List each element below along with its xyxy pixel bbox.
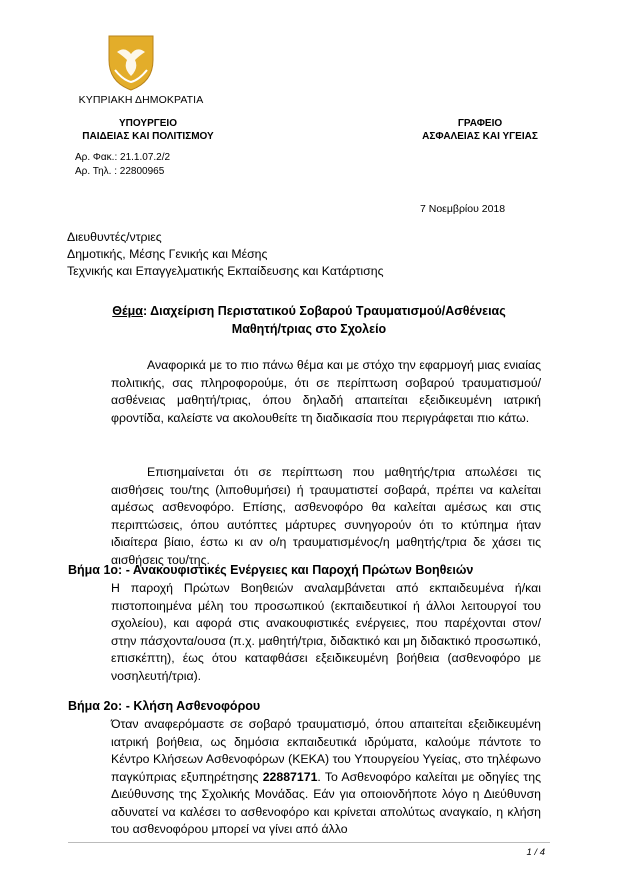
office-line-1: ΓΡΑΦΕΙΟ — [457, 118, 503, 129]
phone-number: 22887171 — [262, 769, 318, 784]
body-paragraph: Αναφορικά με το πιο πάνω θέμα και με στόχο την εφαρμογή μιας ενιαίας πολιτικής, σας πληροφορούμε, ότι σε περίπτωση σοβαρού τραυματισμού/ασθένειας μαθητή/τριας, όπου δηλαδή απαιτείται εξειδικευμένη ιατρική φροντίδα, καλείστε να ακολουθείτε τη διαδικασία που περιγράφεται πιο κάτω. — [111, 358, 541, 425]
office-line-2: ΑΣΦΑΛΕΙΑΣ ΚΑΙ ΥΓΕΙΑΣ — [422, 131, 538, 142]
subject-line-2: Μαθητή/τριας στο Σχολείο — [231, 322, 387, 336]
recipients-block — [67, 229, 384, 280]
subject — [68, 302, 550, 338]
subject-label: Θέμα — [112, 304, 143, 318]
cyprus-dove-emblem-icon — [101, 30, 161, 94]
ministry-line-2: ΠΑΙΔΕΙΑΣ ΚΑΙ ΠΟΛΙΤΙΣΜΟΥ — [82, 131, 214, 142]
step-1-heading: Βήμα 1ο: - Ανακουφιστικές Ενέργειες και Παροχή Πρώτων Βοηθειών — [68, 563, 474, 577]
recipient-line: Δημοτικής, Μέσης Γενικής και Μέσης — [67, 247, 268, 261]
recipient-line: Διευθυντές/ντριες — [67, 230, 162, 244]
footer-divider — [68, 842, 550, 843]
recipient-line: Τεχνικής και Επαγγελματικής Εκπαίδευσης και Κατάρτισης — [67, 264, 384, 278]
step-2-text-after: . Το Ασθενοφόρο καλείται με οδηγίες της Διεύθυνσης της Σχολικής Μονάδας. Εάν για οποιονδήποτε λόγο η Διεύθυνση αδυνατεί να καλέσει το ασθενοφόρο και κρίνεται απολύτως αναγκαίο, η κλήση του ασθενοφόρου μπορεί να γίνει από άλλο — [111, 769, 541, 836]
ministry-name — [63, 117, 233, 143]
country-name: ΚΥΠΡΙΑΚΗ ΔΗΜΟΚΡΑΤΙΑ — [78, 94, 204, 106]
references — [75, 151, 170, 179]
page-number: 1 / 4 — [526, 847, 545, 858]
file-reference: Αρ. Φακ.: 21.1.07.2/2 — [75, 152, 171, 163]
ministry-line-1: ΥΠΟΥΡΓΕΙΟ — [119, 118, 177, 129]
subject-line-1: : Διαχείριση Περιστατικού Σοβαρού Τραυματισμού/Ασθένειας — [142, 304, 506, 318]
step-2-text-before: Όταν αναφερόμαστε σε σοβαρό τραυματισμό, όπου απαιτείται εξειδικευμένη ιατρική βοήθεια, ως δημόσια εκπαιδευτικά ιδρύματα, καλούμε πάντοτε το Κέντρο Κλήσεων Ασθενοφόρων (ΚΕΚΑ) του Υπουργείου Υγείας, στο τηλέφωνο παγκύπριας εξυπηρέτησης — [111, 717, 541, 784]
letter-date: 7 Νοεμβρίου 2018 — [420, 203, 506, 215]
office-name — [405, 117, 555, 143]
phone-reference: Αρ. Τηλ. : 22800965 — [75, 166, 165, 177]
step-1-body: Η παροχή Πρώτων Βοηθειών αναλαμβάνεται από εκπαιδευμένα ή/και πιστοποιημένα μέλη του προσωπικού (εκπαιδευτικοί ή άλλοι λειτουργοί του σχολείου), και αφορά στις ανακουφιστικές ενέργειες, που παρέχονται στον/στην πάσχοντα/ουσα (π.χ. μαθητή/τρια, διδακτικό και μη διδακτικό προσωπικό, επισκέπτη), έως ότου καταφθάσει εξειδικευμένη βοήθεια (ασθενοφόρο με νοσηλευτή/τρια). — [111, 581, 541, 683]
step-2-heading: Βήμα 2ο: - Κλήση Ασθενοφόρου — [68, 699, 261, 713]
step-2-body — [111, 716, 541, 839]
body-paragraph: Επισημαίνεται ότι σε περίπτωση που μαθητής/τρια απωλέσει τις αισθήσεις του/της (λιποθυμήσει) ή τραυματιστεί σοβαρά, πρέπει να καλείται αμέσως ασθενοφόρο. Επίσης, ασθενοφόρο θα καλείται αμέσως και στις περιπτώσεις, όπου αυτόπτες μάρτυρες συνηγορούν ότι το κτύπημα ήταν ιδιαίτερα βίαιο, έστω κι αν ο/η τραυματισμένος/η μαθητής/τρια δε χάσει τις αισθήσεις του/της. — [111, 465, 541, 567]
